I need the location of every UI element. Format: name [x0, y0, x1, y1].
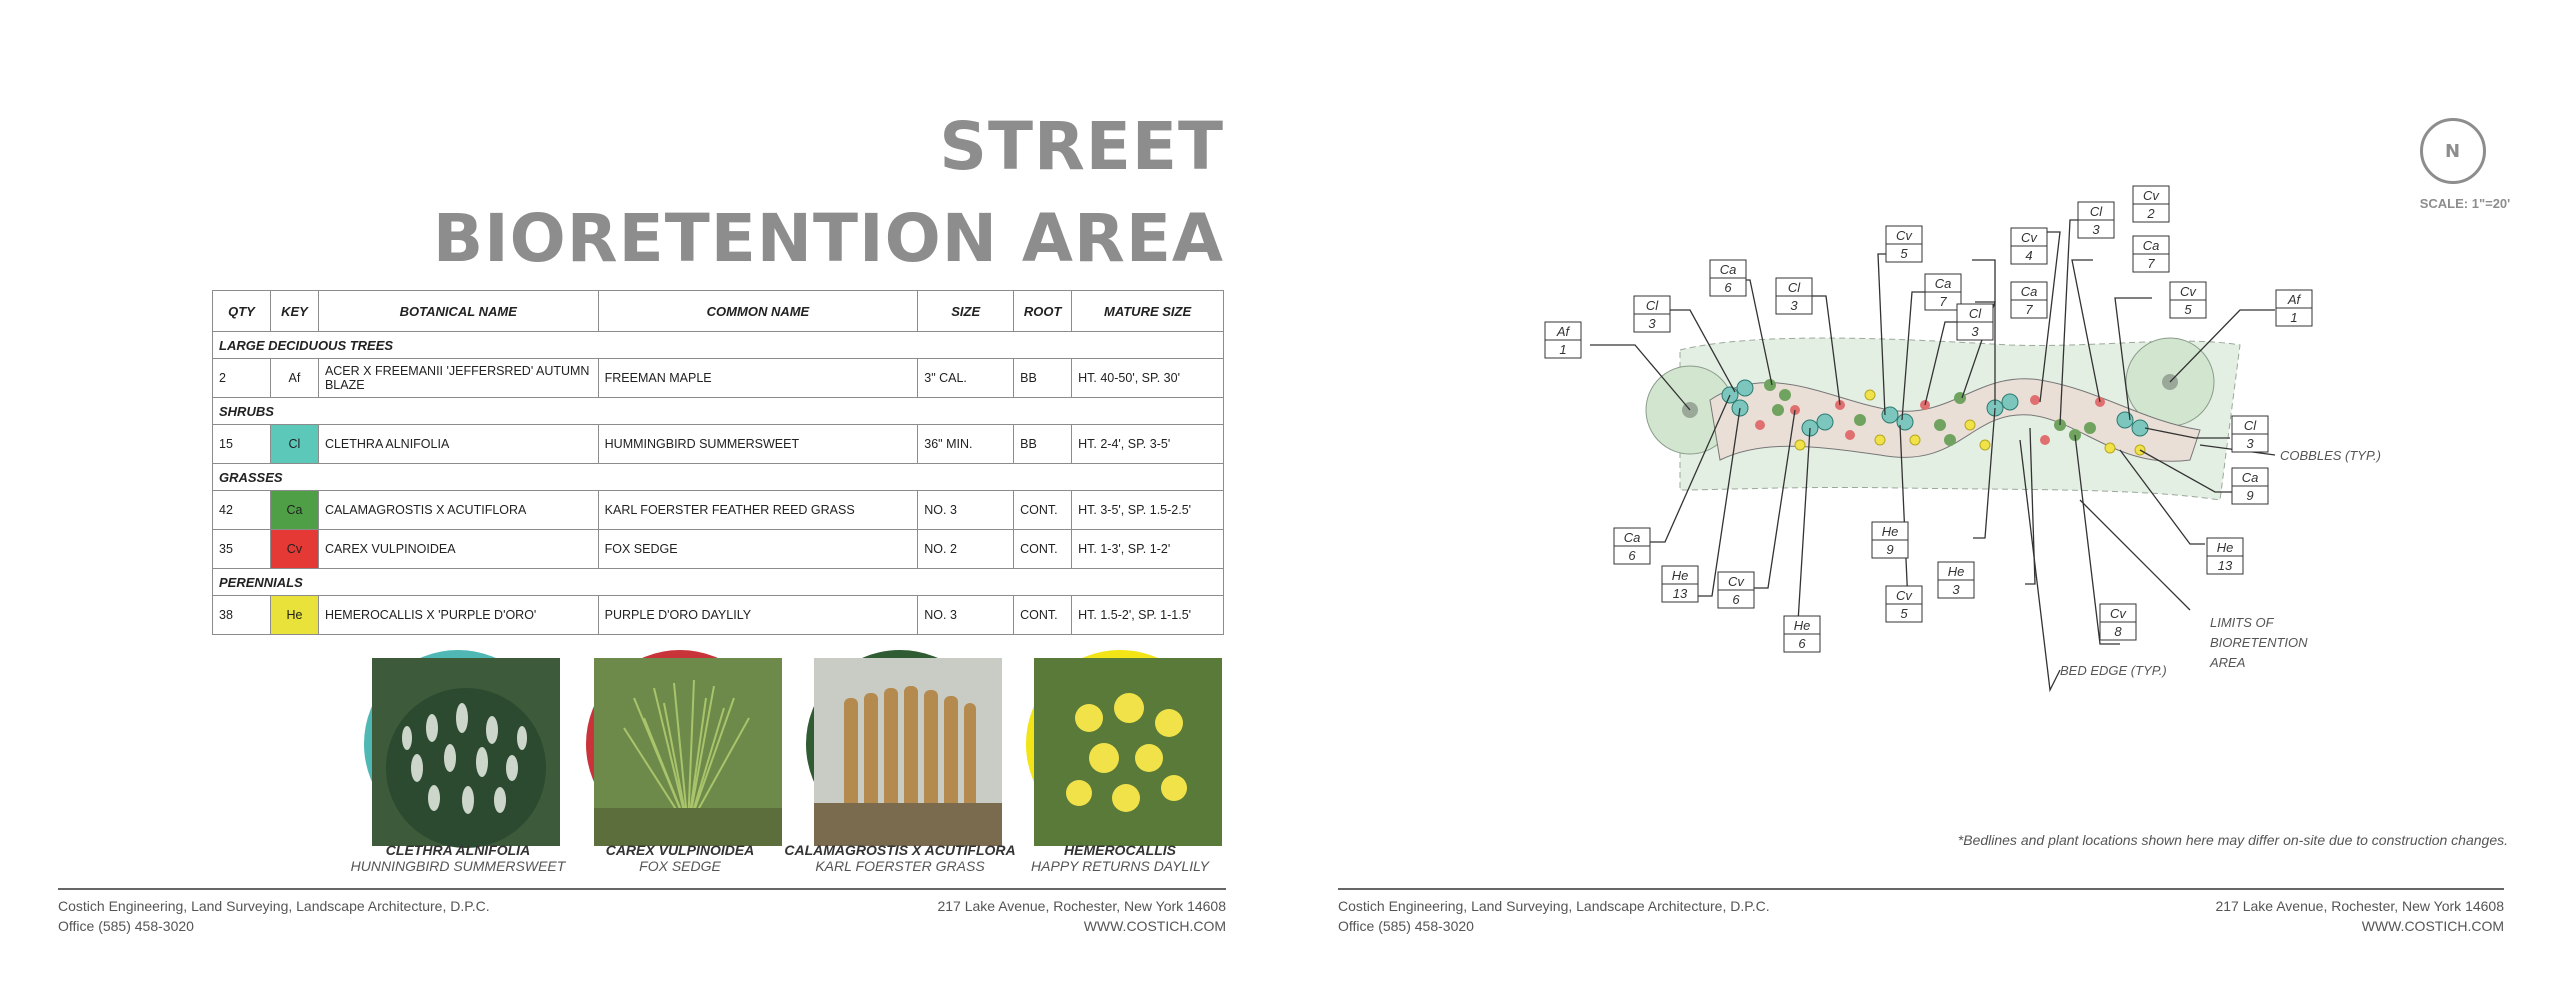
caption-botanical: CLETHRA ALNIFOLIA [385, 842, 531, 858]
footer-company: Costich Engineering, Land Surveying, Landscape Architecture, D.P.C. [58, 898, 490, 914]
footer-left [1338, 896, 1770, 936]
cell-root: BB [1014, 425, 1072, 464]
tag [2011, 282, 2047, 318]
note-limits-line2: BIORETENTION [2210, 635, 2308, 650]
tag-code: Cv [2021, 230, 2037, 245]
plant-photo-calamagrostis [806, 650, 994, 838]
tag-code: Cl [2243, 418, 2257, 433]
table-header-row [213, 291, 1224, 332]
footer-right [2215, 896, 2504, 936]
tag-code: Cv [2110, 606, 2126, 621]
tag-code: Cv [1728, 574, 1744, 589]
plant-photo-carex [586, 650, 774, 838]
tag-code: Ca [1719, 262, 1737, 277]
cell-qty: 2 [213, 359, 271, 398]
table-row [213, 359, 1224, 398]
table-row [213, 530, 1224, 569]
tag [2100, 604, 2136, 640]
photo-caption-hemerocallis [990, 842, 1250, 874]
note-cobbles: COBBLES (TYP.) [2280, 448, 2381, 463]
cell-key: Cv [270, 530, 318, 569]
caption-common: KARL FOERSTER GRASS [815, 858, 985, 874]
footer-divider [58, 888, 1226, 890]
tag-code: He [1793, 618, 1811, 633]
tag [2232, 416, 2268, 452]
tag [1886, 226, 1922, 262]
caption-common: FOX SEDGE [639, 858, 721, 874]
photo-caption-clethra [328, 842, 588, 874]
cell-mature: HT. 3-5', SP. 1.5-2.5' [1072, 491, 1224, 530]
footer-left [58, 896, 490, 936]
tag [1957, 304, 1993, 340]
tag-code: He [1947, 564, 1965, 579]
tag-code: Cl [1645, 298, 1659, 313]
tag-count: 6 [1732, 592, 1740, 607]
tag [2207, 538, 2243, 574]
tag-code: Cv [1896, 588, 1912, 603]
tag-code: Cl [2089, 204, 2103, 219]
tag-code: Cv [1896, 228, 1912, 243]
tag-count: 2 [2147, 206, 2155, 221]
plant-schedule-table [212, 290, 1224, 635]
category-row [213, 569, 1224, 596]
footer-phone: Office (585) 458-3020 [1338, 918, 1474, 934]
tag-count: 1 [2290, 310, 2298, 325]
tag-code: Ca [2142, 238, 2160, 253]
tag-count: 6 [1798, 636, 1806, 651]
header-root: ROOT [1014, 291, 1072, 332]
cell-botanical: ACER X FREEMANII 'JEFFERSRED' AUTUMN BLAZE [318, 359, 598, 398]
caption-botanical: HEMEROCALLIS [1064, 842, 1176, 858]
tag [2133, 186, 2169, 222]
tag [1886, 586, 1922, 622]
tag-code: Ca [2241, 470, 2259, 485]
tag-count: 7 [2025, 302, 2033, 317]
north-label: N [2445, 141, 2461, 162]
footer-web[interactable]: WWW.COSTICH.COM [2361, 918, 2504, 934]
cell-root: BB [1014, 359, 1072, 398]
tag [1662, 566, 1698, 602]
category-row [213, 332, 1224, 359]
planting-plan [1540, 170, 2381, 710]
tag-count: 5 [2184, 302, 2192, 317]
tag [2011, 228, 2047, 264]
tag [2232, 468, 2268, 504]
tag-count: 3 [1952, 582, 1960, 597]
tag [2276, 290, 2312, 326]
footer-web[interactable]: WWW.COSTICH.COM [1083, 918, 1226, 934]
caption-common: HUNNINGBIRD SUMMERSWEET [350, 858, 566, 874]
tag-code: Cv [2143, 188, 2159, 203]
cell-root: CONT. [1014, 491, 1072, 530]
cell-common: FREEMAN MAPLE [598, 359, 918, 398]
tag-count: 3 [1971, 324, 1979, 339]
tag-count: 7 [1939, 294, 1947, 309]
tag-count: 3 [1648, 316, 1656, 331]
cell-common: FOX SEDGE [598, 530, 918, 569]
tag [1634, 296, 1670, 332]
tag [1545, 322, 1581, 358]
footer-phone: Office (585) 458-3020 [58, 918, 194, 934]
tag-code: Cl [1787, 280, 1801, 295]
footer-address: 217 Lake Avenue, Rochester, New York 14608 [937, 898, 1226, 914]
tag [1925, 274, 1961, 310]
cell-botanical: HEMEROCALLIS X 'PURPLE D'ORO' [318, 596, 598, 635]
tag [1784, 616, 1820, 652]
plant-photo-clethra [364, 650, 552, 838]
cell-mature: HT. 2-4', SP. 3-5' [1072, 425, 1224, 464]
cell-qty: 42 [213, 491, 271, 530]
table-row [213, 491, 1224, 530]
cell-key: Ca [270, 491, 318, 530]
tag-count: 5 [1900, 606, 1908, 621]
tag-count: 6 [1628, 548, 1636, 563]
header-botanical: BOTANICAL NAME [318, 291, 598, 332]
caption-botanical: CALAMAGROSTIS X ACUTIFLORA [784, 842, 1016, 858]
tag-count: 5 [1900, 246, 1908, 261]
tag [2078, 202, 2114, 238]
cell-key: Cl [270, 425, 318, 464]
cell-size: 3" CAL. [918, 359, 1014, 398]
tag-code: He [2216, 540, 2234, 555]
cell-mature: HT. 1.5-2', SP. 1-1.5' [1072, 596, 1224, 635]
tag-code: He [1671, 568, 1689, 583]
cell-common: PURPLE D'ORO DAYLILY [598, 596, 918, 635]
page-title-line1: STREET [939, 108, 1224, 185]
tag-count: 3 [2246, 436, 2254, 451]
tag-count: 13 [1672, 586, 1688, 601]
cell-root: CONT. [1014, 530, 1072, 569]
cell-size: 36" MIN. [918, 425, 1014, 464]
note-limits-line3: AREA [2210, 655, 2246, 670]
tag-count: 3 [2092, 222, 2100, 237]
plan-disclaimer: *Bedlines and plant locations shown here may differ on-site due to construction changes. [1957, 832, 2508, 848]
header-qty: QTY [213, 291, 271, 332]
tag-count: 9 [2246, 488, 2254, 503]
category-label: LARGE DECIDUOUS TREES [213, 332, 1224, 359]
tag-count: 6 [1724, 280, 1732, 295]
category-row [213, 464, 1224, 491]
cell-qty: 15 [213, 425, 271, 464]
category-label: GRASSES [213, 464, 1224, 491]
tag [2170, 282, 2206, 318]
tag-code: Cv [2180, 284, 2196, 299]
tag [1872, 522, 1908, 558]
cell-size: NO. 3 [918, 596, 1014, 635]
tag [1938, 562, 1974, 598]
cell-size: NO. 2 [918, 530, 1014, 569]
tag-count: 4 [2025, 248, 2033, 263]
caption-botanical: CAREX VULPINOIDEA [605, 842, 755, 858]
tag-code: He [1881, 524, 1899, 539]
header-size: SIZE [918, 291, 1014, 332]
category-label: PERENNIALS [213, 569, 1224, 596]
category-label: SHRUBS [213, 398, 1224, 425]
tag [2133, 236, 2169, 272]
header-key: KEY [270, 291, 318, 332]
table-row [213, 596, 1224, 635]
cell-mature: HT. 1-3', SP. 1-2' [1072, 530, 1224, 569]
tag [1776, 278, 1812, 314]
header-common: COMMON NAME [598, 291, 918, 332]
caption-common: HAPPY RETURNS DAYLILY [1031, 858, 1209, 874]
note-limits-line1: LIMITS OF [2210, 615, 2274, 630]
table-row [213, 425, 1224, 464]
cell-size: NO. 3 [918, 491, 1014, 530]
tag-count: 3 [1790, 298, 1798, 313]
tag-count: 8 [2114, 624, 2122, 639]
tag [1710, 260, 1746, 296]
cell-qty: 38 [213, 596, 271, 635]
tag-code: Ca [1623, 530, 1641, 545]
note-bed-edge: BED EDGE (TYP.) [2060, 663, 2167, 678]
tag-count: 7 [2147, 256, 2155, 271]
cell-common: HUMMINGBIRD SUMMERSWEET [598, 425, 918, 464]
cell-qty: 35 [213, 530, 271, 569]
cell-botanical: CLETHRA ALNIFOLIA [318, 425, 598, 464]
tag [1614, 528, 1650, 564]
cell-root: CONT. [1014, 596, 1072, 635]
footer-company: Costich Engineering, Land Surveying, Landscape Architecture, D.P.C. [1338, 898, 1770, 914]
tag [1718, 572, 1754, 608]
footer-address: 217 Lake Avenue, Rochester, New York 14608 [2215, 898, 2504, 914]
category-row [213, 398, 1224, 425]
tag-code: Af [2287, 292, 2301, 307]
page-title-line2: BIORETENTION AREA [432, 200, 1224, 277]
plant-photo-hemerocallis [1026, 650, 1214, 838]
tag-code: Cl [1968, 306, 1982, 321]
tag-code: Ca [2020, 284, 2038, 299]
tag-count: 9 [1886, 542, 1894, 557]
cell-key: He [270, 596, 318, 635]
cell-botanical: CAREX VULPINOIDEA [318, 530, 598, 569]
scale-label: SCALE: 1"=20' [2419, 196, 2511, 211]
cell-mature: HT. 40-50', SP. 30' [1072, 359, 1224, 398]
cell-common: KARL FOERSTER FEATHER REED GRASS [598, 491, 918, 530]
tag-code: Ca [1934, 276, 1952, 291]
footer-right [937, 896, 1226, 936]
tag-count: 1 [1559, 342, 1567, 357]
north-arrow-icon [2420, 118, 2486, 184]
tag-code: Af [1556, 324, 1570, 339]
cell-key: Af [270, 359, 318, 398]
footer-divider [1338, 888, 2504, 890]
cell-botanical: CALAMAGROSTIS X ACUTIFLORA [318, 491, 598, 530]
tag-count: 13 [2217, 558, 2233, 573]
header-mature: MATURE SIZE [1072, 291, 1224, 332]
